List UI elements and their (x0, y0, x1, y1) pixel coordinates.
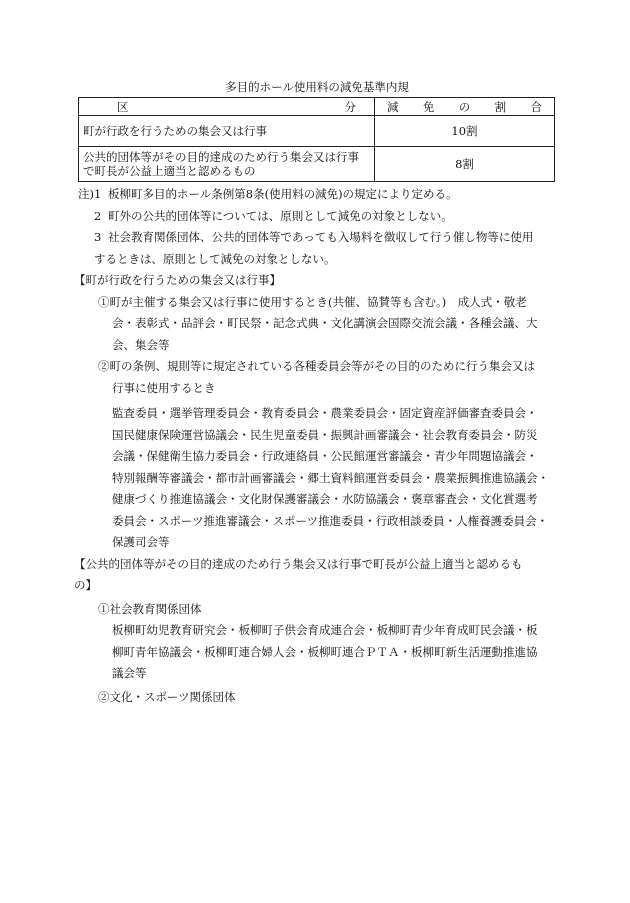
note-3-continued: するときは、原則として減免の対象としない。 (94, 251, 336, 266)
note-1: 注)1 板柳町多目的ホール条例第8条(使用料の減免)の規定により定める。 (78, 187, 458, 201)
document-page (74, 78, 556, 708)
table-header-row (79, 98, 555, 116)
notes-section (78, 184, 556, 270)
section-heading-administration: 【町が行政を行うための集会又は行事】 (74, 273, 281, 287)
social-education-groups: 板柳町幼児教育研究会・板柳町子供会育成連合会・板柳町青少年育成町民会議・板 柳町青年協議会・板柳町連合婦人会・板柳町連合ＰＴＡ・板柳町新生活運動推進協 議会等 (112, 623, 538, 680)
section1-item2: ②町の条例、規則等に規定されている各種委員会等がその目的のために行う集会又は 行事に使用するとき (98, 359, 535, 395)
row-category: 町が行政を行うための集会又は行事 (79, 116, 375, 147)
reduction-criteria-table (78, 97, 555, 182)
committee-list: 監査委員・選挙管理委員会・教育委員会・農業委員会・固定資産評価審査委員会・ 国民健康保険運営協議会・民生児童委員・振興計画審議会・社会教育委員会・防災 会議・保健衛生協力委員会・行政連絡員・公民館運営審議会・青少年問題協議会・ 特別報酬等審議会・都市計画審議会・郷土資料館運営委員会・農業振興推進協議会・ 健康づくり推進協議会・文化財保護審議会・水防協議会・褒章審査会・文化賞選考 委員会・スポーツ推進審議会・スポーツ推進委員・行政相談委員・人権養護委員会・ 保護司会等 (112, 406, 549, 549)
header-reduction-rate: 減 免 の 割 合 (375, 98, 555, 116)
section-heading-public-bodies: 【公共的団体等がその目的達成のため行う集会又は行事で町長が公益上適当と認めるも の】 (74, 556, 523, 592)
header-category: 区 分 (79, 98, 375, 116)
document-title: 多目的ホール使用料の減免基準内規 (225, 80, 409, 94)
section1-item1: ①町が主催する集会又は行事に使用するとき(共催、協賛等も含む。) 成人式・敬老 会・表彰式・品評会・町民祭・記念式典・文化講演会国際交流会議・各種会議、大 会、集会等 (98, 294, 538, 352)
note-3: 3 社会教育関係団体、公共的団体等であっても入場料を徴収して行う催し物等に使用 (94, 230, 534, 244)
row-rate: 10割 (375, 116, 555, 147)
table-row (79, 116, 555, 147)
row-category: 公共的団体等がその目的達成のため行う集会又は行事 で町長が公益上適当と認めるもの (79, 147, 375, 182)
note-2: 2 町外の公共的団体等については、原則として減免の対象としない。 (94, 208, 453, 223)
table-row (79, 147, 555, 182)
section2-item2: ②文化・スポーツ関係団体 (98, 689, 236, 704)
row-rate: 8割 (375, 147, 555, 182)
section2-item1: ①社会教育関係団体 (98, 601, 202, 616)
